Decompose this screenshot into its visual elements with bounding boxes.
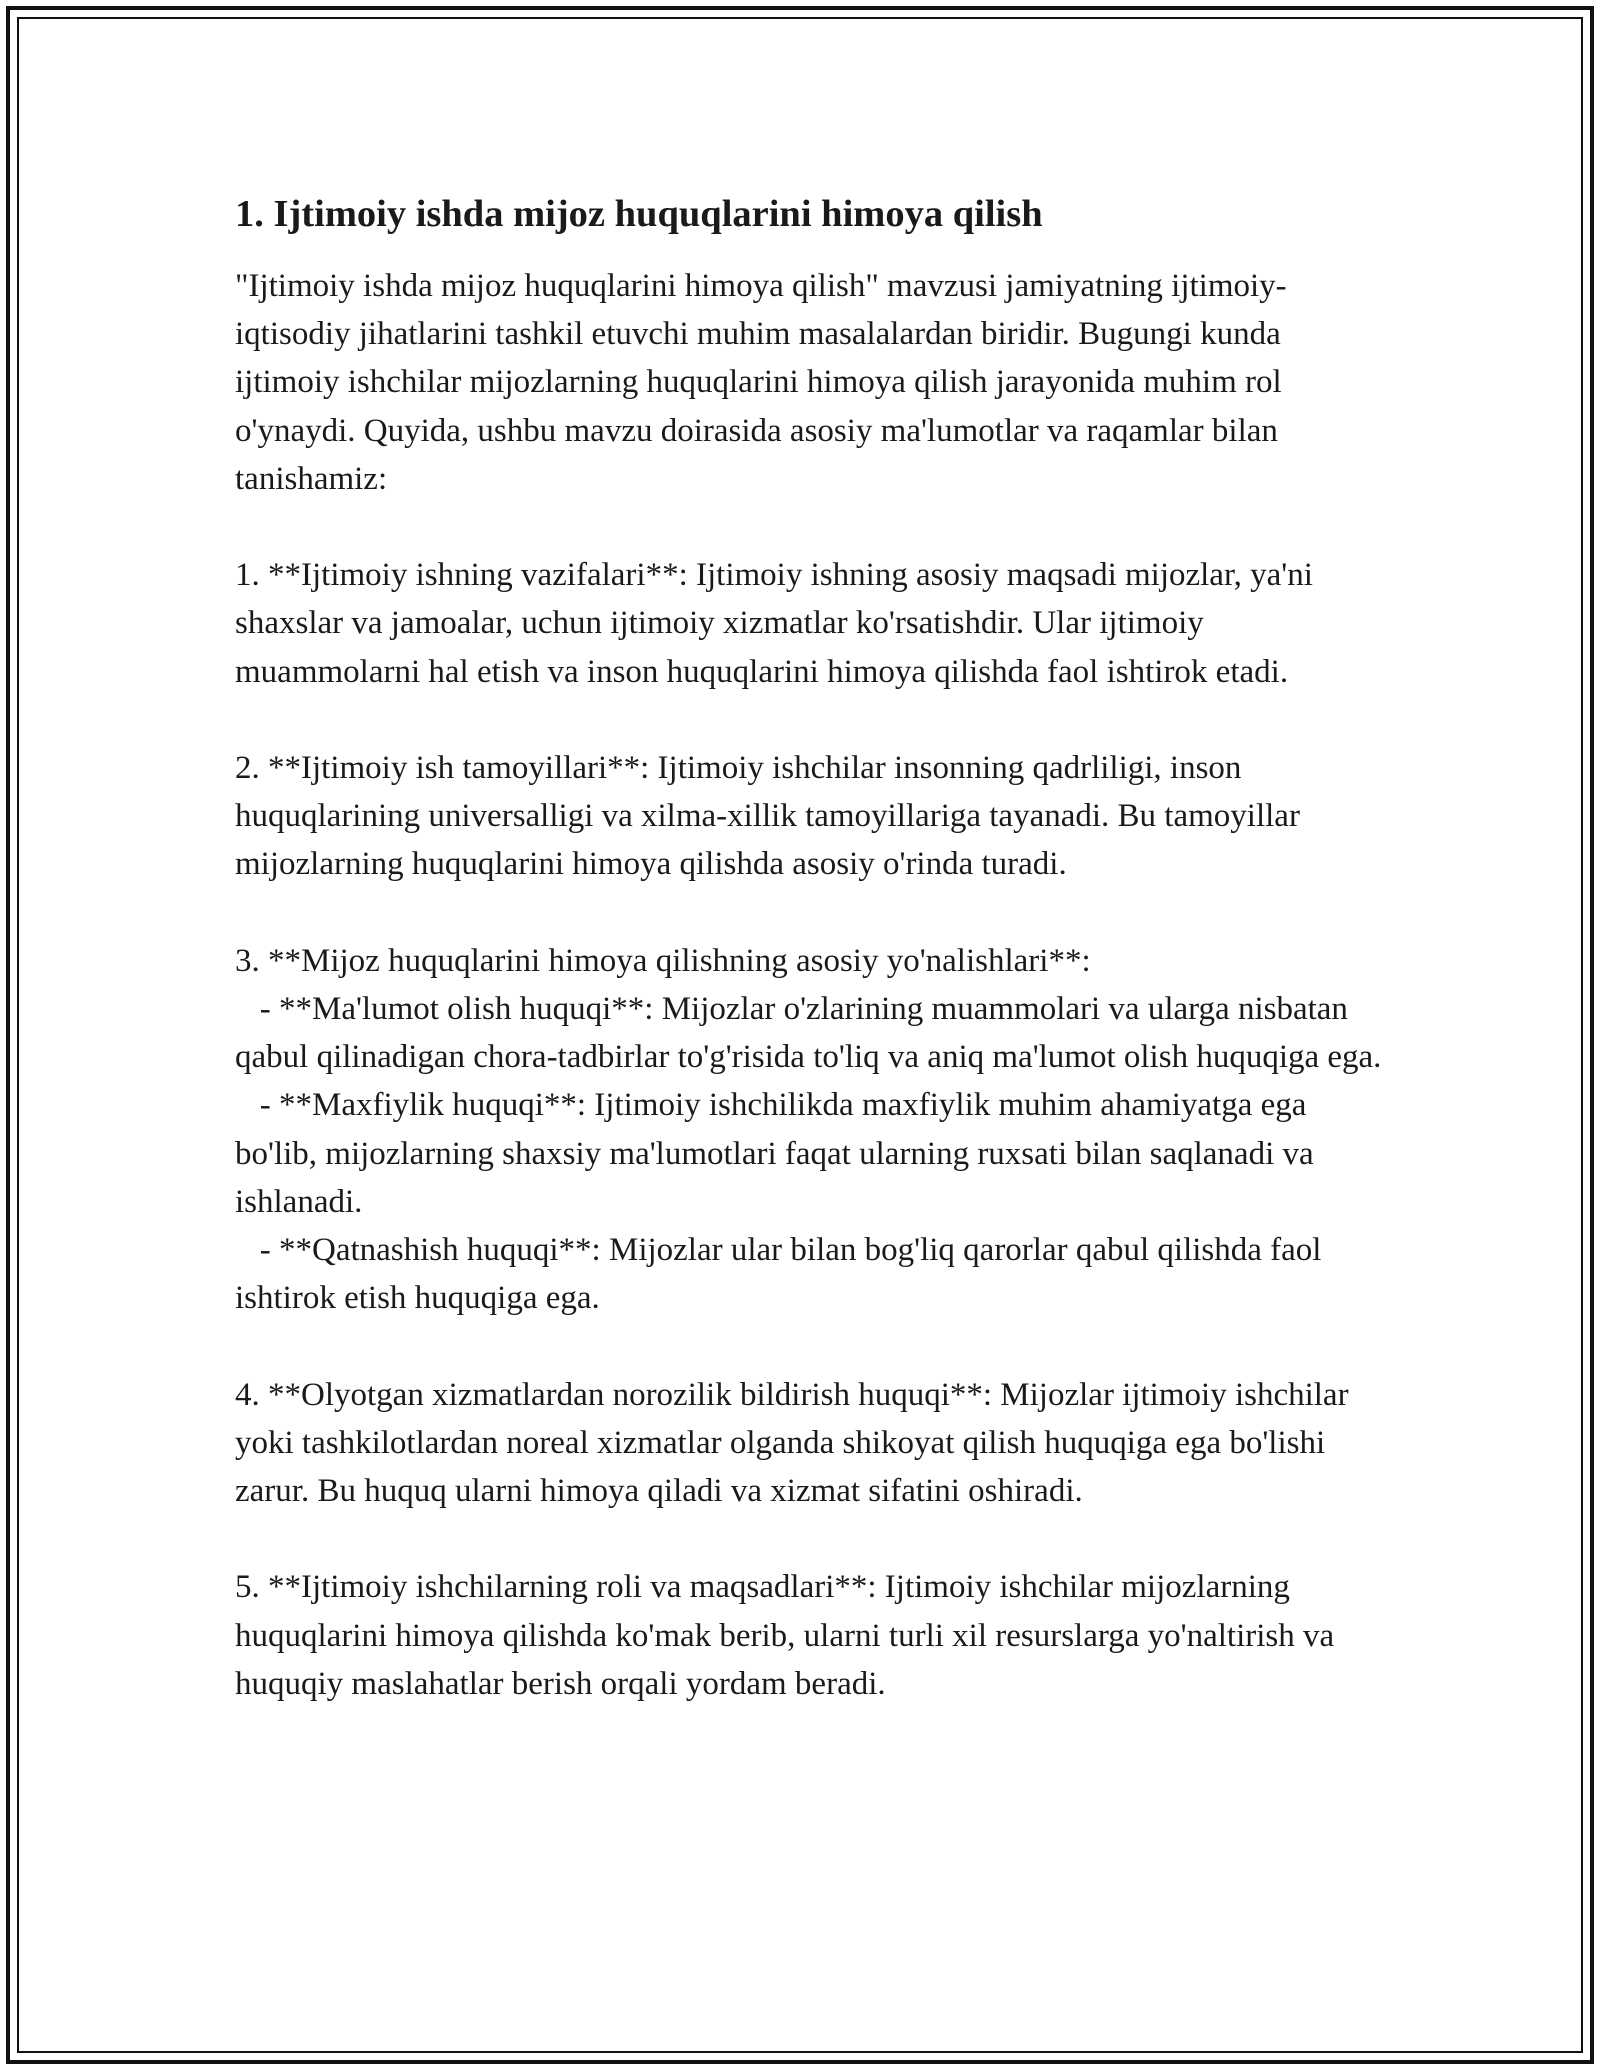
sub-item-malumot — [235, 985, 1385, 1081]
list-item-1: 1. **Ijtimoiy ishning vazifalari**: Ijtimoiy ishning asosiy maqsadi mijozlar, ya'ni shaxslar va jamoalar, uchun ijtimoiy xizmatlar ko'rsatishdir. Ular ijtimoiy muammolarni hal etish va inson huquqlarini himoya qilishda faol ishtirok etadi. — [235, 557, 1313, 690]
list-item-4: 4. **Olyotgan xizmatlardan norozilik bildirish huquqi**: Mijozlar ijtimoiy ishchilar yoki tashkilotlardan noreal xizmatlar olganda shikoyat qilish huquqiga ega bo'lishi zarur. Bu huquq ularni himoya qiladi va xizmat sifatini oshiradi. — [235, 1376, 1349, 1510]
sub-item-qatnashish-text: - **Qatnashish huquqi**: Mijozlar ular bilan bog'liq qarorlar qabul qilishda faol ishtirok etish huquqiga ega. — [235, 1232, 1322, 1317]
document-title: 1. Ijtimoiy ishda mijoz huquqlarini himoya qilish — [235, 193, 1043, 235]
sub-item-malumot-text: - **Ma'lumot olish huquqi**: Mijozlar o'zlarining muammolari va ularga nisbatan qabul qilinadigan chora-tadbirlar to'g'risida to'liq va aniq ma'lumot olish huquqiga ega. — [235, 991, 1382, 1076]
sub-item-maxfiylik-text: - **Maxfiylik huquqi**: Ijtimoiy ishchilikda maxfiylik muhim ahamiyatga ega bo'lib, mijozlarning shaxsiy ma'lumotlari faqat ularning ruxsati bilan saqlanadi va ishlanadi. — [235, 1087, 1314, 1220]
paragraph-gap — [235, 889, 1385, 937]
sub-item-maxfiylik — [235, 1081, 1385, 1226]
intro-paragraph: "Ijtimoiy ishda mijoz huquqlarini himoya qilish" mavzusi jamiyatning ijtimoiy-iqtisodiy jihatlarini tashkil etuvchi muhim masalalardan biridir. Bugungi kunda ijtimoiy ishchilar mijozlarning huquqlarini himoya qilish jarayonida muhim rol o'ynaydi. Quyida, ushbu mavzu doirasida asosiy ma'lumotlar va raqamlar bilan tanishamiz: — [235, 268, 1287, 497]
list-item-3: 3. **Mijoz huquqlarini himoya qilishning asosiy yo'nalishlari**: — [235, 942, 1091, 979]
list-item-5: 5. **Ijtimoiy ishchilarning roli va maqsadlari**: Ijtimoiy ishchilar mijozlarning huquqlarini himoya qilishda ko'mak berib, ularni turli xil resurslarga yo'naltirish va huquqiy maslahatlar berish orqali yordam beradi. — [235, 1569, 1335, 1702]
document-content — [235, 188, 1385, 1708]
paragraph-gap — [235, 1322, 1385, 1370]
paragraph-gap — [235, 696, 1385, 744]
list-item-2: 2. **Ijtimoiy ish tamoyillari**: Ijtimoiy ishchilar insonning qadrliligi, inson huquqlarining universalligi va xilma-xillik tamoyillariga tayanadi. Bu tamoyillar mijozlarning huquqlarini himoya qilishda asosiy o'rinda turadi. — [235, 750, 1300, 883]
document-body — [235, 262, 1385, 1708]
paragraph-gap — [235, 503, 1385, 551]
paragraph-gap — [235, 1515, 1385, 1563]
sub-item-qatnashish — [235, 1226, 1385, 1322]
